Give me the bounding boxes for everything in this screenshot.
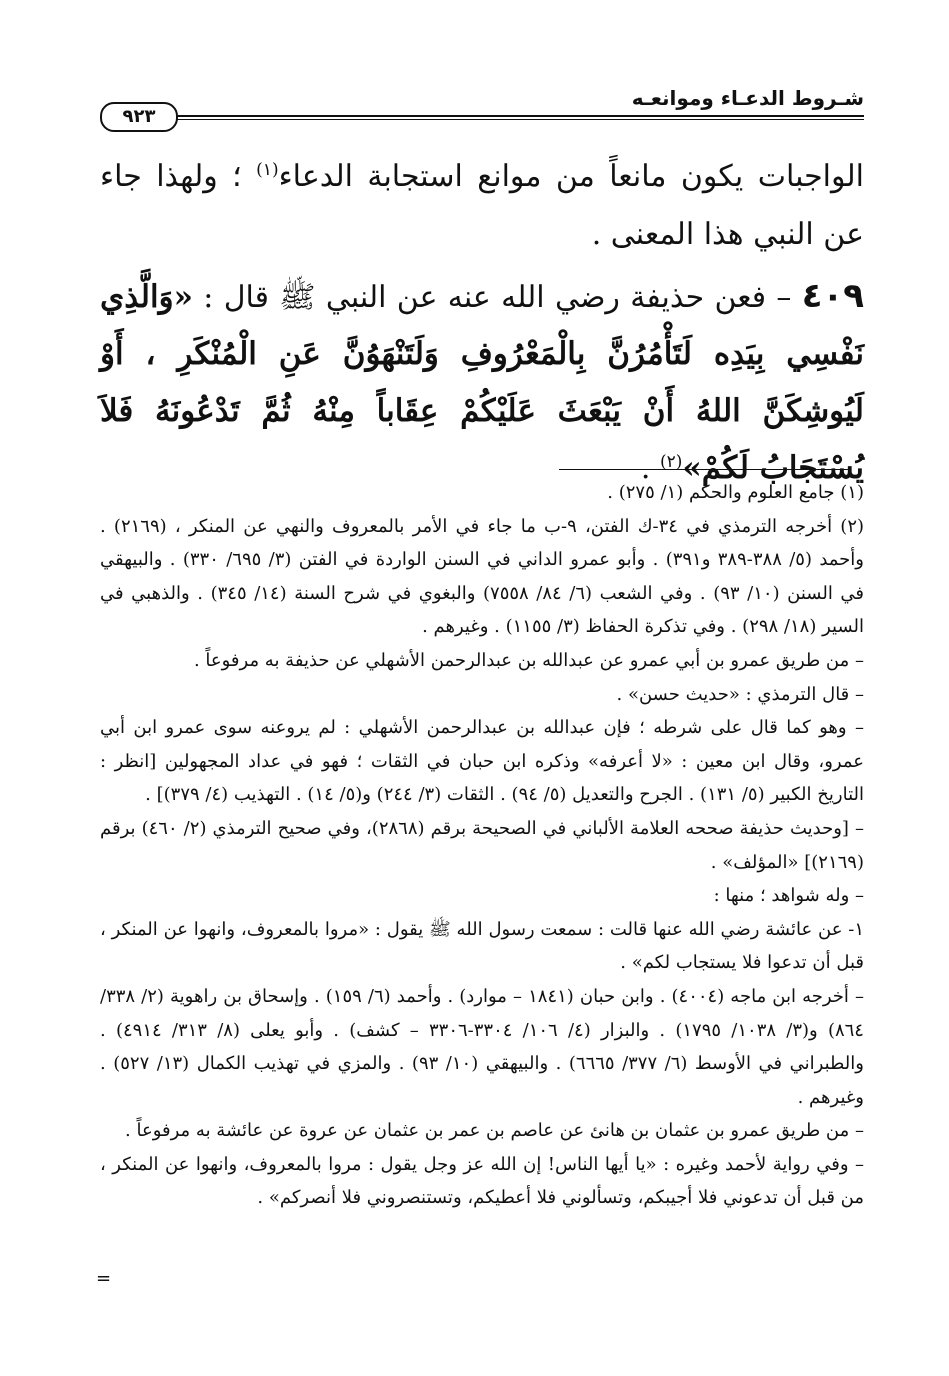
hadith-quote: «وَالَّذِي نَفْسِي بِيَدِه لَتَأْمُرُنَّ بِالْمَعْرُوفِ وَلَتَنْهَوُنَّ عَنِ الْمُنْكَرِ ، أَوْ لَيُوشِكَنَّ اللهُ أَنْ يَبْعَثَ عَلَيْكُمْ عِقَاباً مِنْهُ ثُمَّ تَدْعُونَهُ فَلاَ يُسْتَجَابُ لَكُمْ» (100, 279, 864, 486)
footnote-line: ١- عن عائشة رضي الله عنها قالت : سمعت رسول الله ﷺ يقول : «مروا بالمعروف، وانهوا عن المنكر ، قبل أن تدعوا فلا يستجاب لكم» . (100, 918, 864, 974)
footnote-line: – وهو كما قال على شرطه ؛ فإن عبدالله بن عبدالرحمن الأشهلي : لم يروعنه سوى عمرو ابن أبي عمرو، وقال ابن معين : «لا أعرفه» وذكره ابن حبان في الثقات ؛ فهو في عداد المجهولين [انظر : التاريخ الكبير (٥/ ١٣١) . الجرح والتعديل (٥/ ٩٤) . الثقات (٣/ ٢٤٤) و(٥/ ١٤) . التهذيب (٤/ ٣٧٩)] . (100, 717, 865, 806)
paragraph-continuation (100, 148, 864, 264)
footnote-ref-1: (١) (256, 160, 279, 180)
footnote-ref-2: (٢) (659, 452, 683, 472)
hadith-intro: – فعن حذيفة رضي الله عنه عن النبي ﷺ قال : (203, 280, 792, 315)
header-rule (160, 115, 864, 120)
footnote-line: – [وحديث حذيفة صححه العلامة الألباني في الصحيحة برقم (٢٨٦٨)، وفي صحيح الترمذي (٢/ ٤٦٠) برقم (٢١٦٩)] «المؤلف» . (100, 817, 864, 873)
hadith-number: ٤٠٩ (801, 276, 865, 316)
hadith-end: . (640, 451, 660, 486)
footnotes (100, 476, 864, 1215)
footnote-1: (١) جامع العلوم والحكم (١/ ٢٧٥) . (607, 482, 864, 503)
continuation-mark: = (96, 1268, 112, 1289)
footnote-line: – وله شواهد ؛ منها : (713, 885, 864, 907)
footnote-line: – أخرجه ابن ماجه (٤٠٠٤) . وابن حبان (١٨٤١ – موارد) . وأحمد (٦/ ١٥٩) . وإسحاق بن راهوية (٢/ ٣٣٨/ ٨٦٤) و(٣/ ١٠٣٨/ ١٧٩٥) . والبزار (٤/ ١٠٦/ ٣٣٠٤-٣٣٠٦ – كشف) . وأبو يعلى (٨/ ٣١٣/ ٤٩١٤) . والطبراني في الأوسط (٦/ ٣٧٧/ ٦٦٦٥) . والبيهقي (١٠/ ٩٣) . والمزي في تهذيب الكمال (١٣/ ٥٢٧) . وغيرهم . (100, 985, 864, 1108)
footnote-separator (559, 469, 849, 470)
footnote-2: (٢) أخرجه الترمذي في ٣٤-ك الفتن، ٩-ب ما جاء في الأمر بالمعروف والنهي عن المنكر ، (٢١٦٩) . وأحمد (٥/ ٣٨٨-٣٨٩ و٣٩١) . وأبو عمرو الداني في السنن الواردة في الفتن (٣/ ٦٩٥/ ٣٣٠) . والبيهقي في السنن (١٠/ ٩٣) . وفي الشعب (٦/ ٨٤/ ٧٥٥٨) والبغوي في شرح السنة (١٤/ ٣٤٥) . والذهبي في السير (١٨/ ٢٩٨) . وفي تذكرة الحفاظ (٣/ ١١٥٥) . وغيرهم . (100, 515, 865, 638)
page-number: ٩٢٣ (100, 102, 178, 132)
footnote-line: – وفي رواية لأحمد وغيره : «يا أيها الناس! إن الله عز وجل يقول : مروا بالمعروف، وانهوا عن المنكر ، من قبل أن تدعوني فلا أجيبكم، وتسألوني فلا أعطيكم، وتستنصروني فلا أنصركم» . (100, 1153, 864, 1209)
chapter-title: شـروط الدعـاء وموانعـه (631, 86, 864, 110)
footnote-line: – من طريق عمرو بن أبي عمرو عن عبدالله بن عبدالرحمن الأشهلي عن حذيفة به مرفوعاً . (193, 649, 864, 671)
footnote-line: – قال الترمذي : «حديث حسن» . (616, 683, 864, 705)
footnote-line: – من طريق عمرو بن عثمان بن هانئ عن عاصم بن عمر بن عثمان عن عروة عن عائشة به مرفوعاً . (125, 1120, 864, 1142)
hadith-paragraph (100, 268, 864, 497)
paragraph-tail: ؛ ولهذا جاء عن النبي هذا المعنى . (100, 159, 864, 252)
main-text (100, 148, 864, 497)
paragraph-text: الواجبات يكون مانعاً من موانع استجابة الدعاء (278, 159, 864, 194)
running-header (100, 82, 864, 126)
